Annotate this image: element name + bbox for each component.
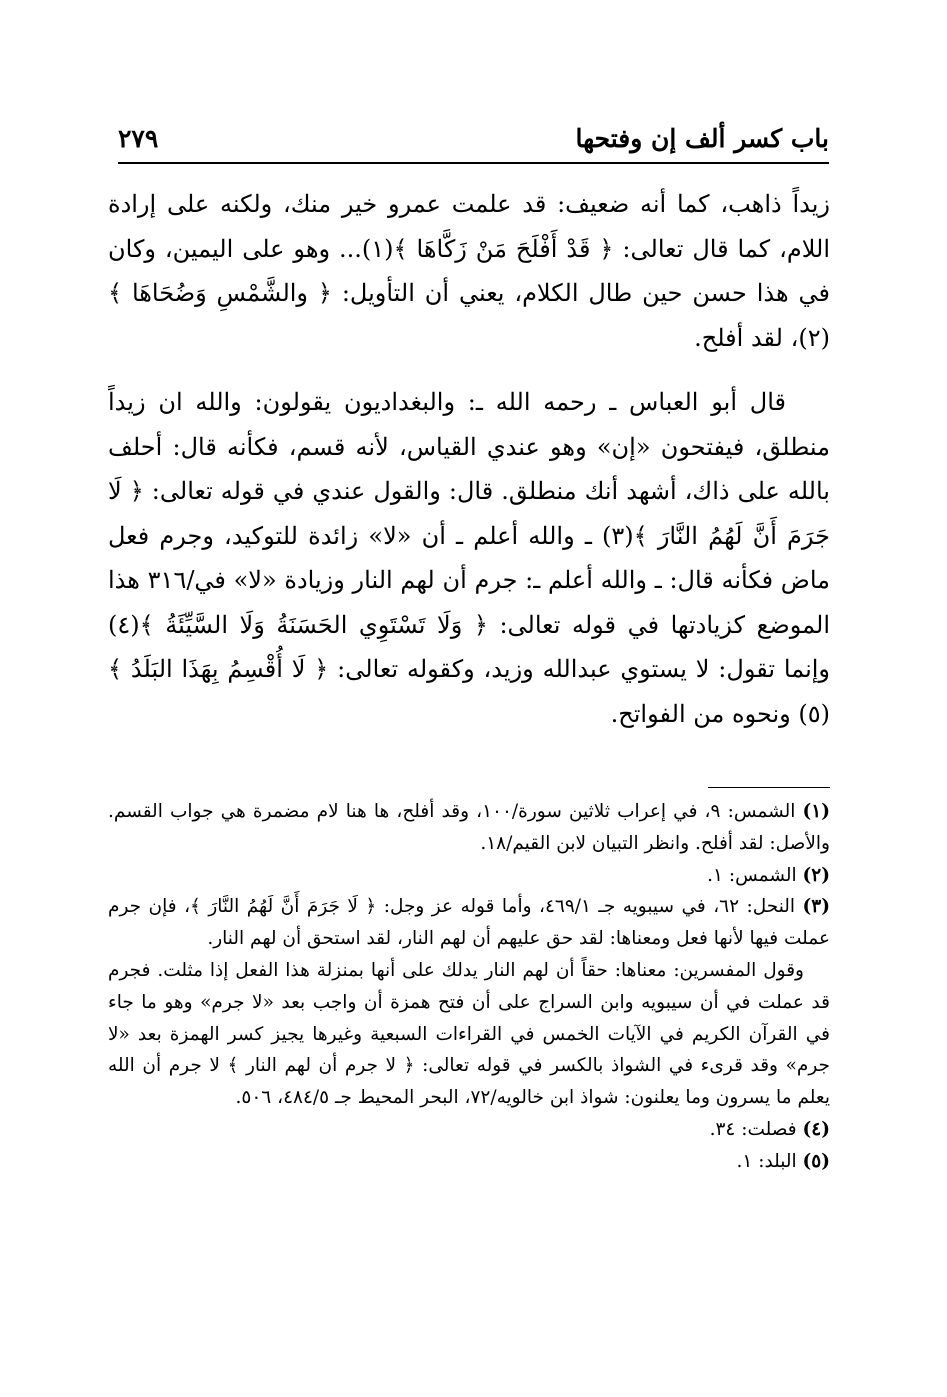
footnote-number: (٢) bbox=[802, 864, 830, 886]
footnote-number: (٣) bbox=[802, 896, 830, 918]
footnote-3-continuation: وقول المفسرين: معناها: حقاً أن لهم النار يدلك على أنها بمنزلة هذا الفعل إذا مثلت. فجرم قد عملت في أن سيبويه وابن السراج على أن فتح همزة أن واجب بعد «لا جرم» وهو ما جاء في القرآن الكريم في الآيات الخمس في القراءات السبعية وغيرها يجيز كسر الهمزة بعد «لا جرم» وقد قرىء في الشواذ بالكسر في قوله تعالى: ﴿ لا جرم أن لهم النار ﴾ لا جرم أن الله يعلم ما يسرون وما يعلنون: شواذ ابن خالويه/٧٢، البحر المحيط جـ ٤٨٤/٥، ٥٠٦. bbox=[108, 959, 830, 1109]
footnote-5 bbox=[108, 1146, 830, 1178]
footnote-2 bbox=[108, 860, 830, 892]
footnote-number: (٤) bbox=[802, 1118, 830, 1140]
footnote-number: (٥) bbox=[802, 1150, 830, 1172]
footnote-1 bbox=[108, 796, 830, 860]
footnote-text: فصلت: ٣٤. bbox=[709, 1118, 797, 1140]
footnote-text: النحل: ٦٢، في سيبويه جـ ٤٦٩/١، وأما قوله عز وجل: ﴿ لَا جَرَمَ أَنَّ لَهُمُ النَّارَ ﴾، فإن جرم عملت فيها لأنها فعل ومعناها: لقد حق عليهم أن لهم النار، لقد استحق أن لهم النار. bbox=[108, 896, 830, 950]
footnote-4 bbox=[108, 1114, 830, 1146]
body-paragraph-2: قال أبو العباس ـ رحمه الله ـ: والبغداديون يقولون: والله ان زيداً منطلق، فيفتحون «إن» وهو عندي القياس، لأنه قسم، فكأنه قال: أحلف بالله على ذاك، أشهد أنك منطلق. قال: والقول عندي في قوله تعالى: ﴿ لَا جَرَمَ أَنَّ لَهُمُ النَّارَ ﴾(٣) ـ والله أعلم ـ أن «لا» زائدة للتوكيد، وجرم فعل ماض فكأنه قال: ـ والله أعلم ـ: جرم أن لهم النار وزيادة «لا» في/٣١٦ هذا الموضع كزيادتها في قوله تعالى: ﴿ وَلَا تَسْتَوِي الحَسَنَةُ وَلَا السَّيِّئَةُ ﴾(٤) وإنما تقول: لا يستوي عبدالله وزيد، وكقوله تعالى: ﴿ لَا أُقْسِمُ بِهَذَا البَلَدُ ﴾(٥) ونحوه من الفواتح. bbox=[108, 388, 830, 728]
footnote-number: (١) bbox=[802, 801, 830, 822]
footnote-separator bbox=[708, 787, 830, 788]
footnote-3 bbox=[108, 891, 830, 955]
running-title: باب كسر ألف إن وفتحها bbox=[575, 124, 829, 153]
footnote-text: الشمس: ٩، في إعراب ثلاثين سورة/١٠٠، وقد أفلح، ها هنا لام مضمرة هي جواب القسم. والأصل: لقد أفلح. وانظر التبيان لابن القيم/١٨. bbox=[108, 801, 830, 854]
page-header bbox=[118, 118, 829, 164]
page-number: ٢٧٩ bbox=[118, 124, 159, 153]
footnote-text: الشمس: ١. bbox=[707, 864, 797, 886]
footnote-text: البلد: ١. bbox=[736, 1150, 797, 1172]
footnotes bbox=[108, 796, 830, 1178]
body-paragraph-1: زيداً ذاهب، كما أنه ضعيف: قد علمت عمرو خير منك، ولكنه على إرادة اللام، كما قال تعالى: ﴿ قَدْ أَفْلَحَ مَنْ زَكَّاهَا ﴾(١)... وهو على اليمين، وكان في هذا حسن حين طال الكلام، يعني أن التأويل: ﴿ والشَّمْسِ وَضُحَاهَا ﴾(٢)، لقد أفلح. bbox=[108, 190, 830, 352]
main-text bbox=[108, 182, 830, 736]
